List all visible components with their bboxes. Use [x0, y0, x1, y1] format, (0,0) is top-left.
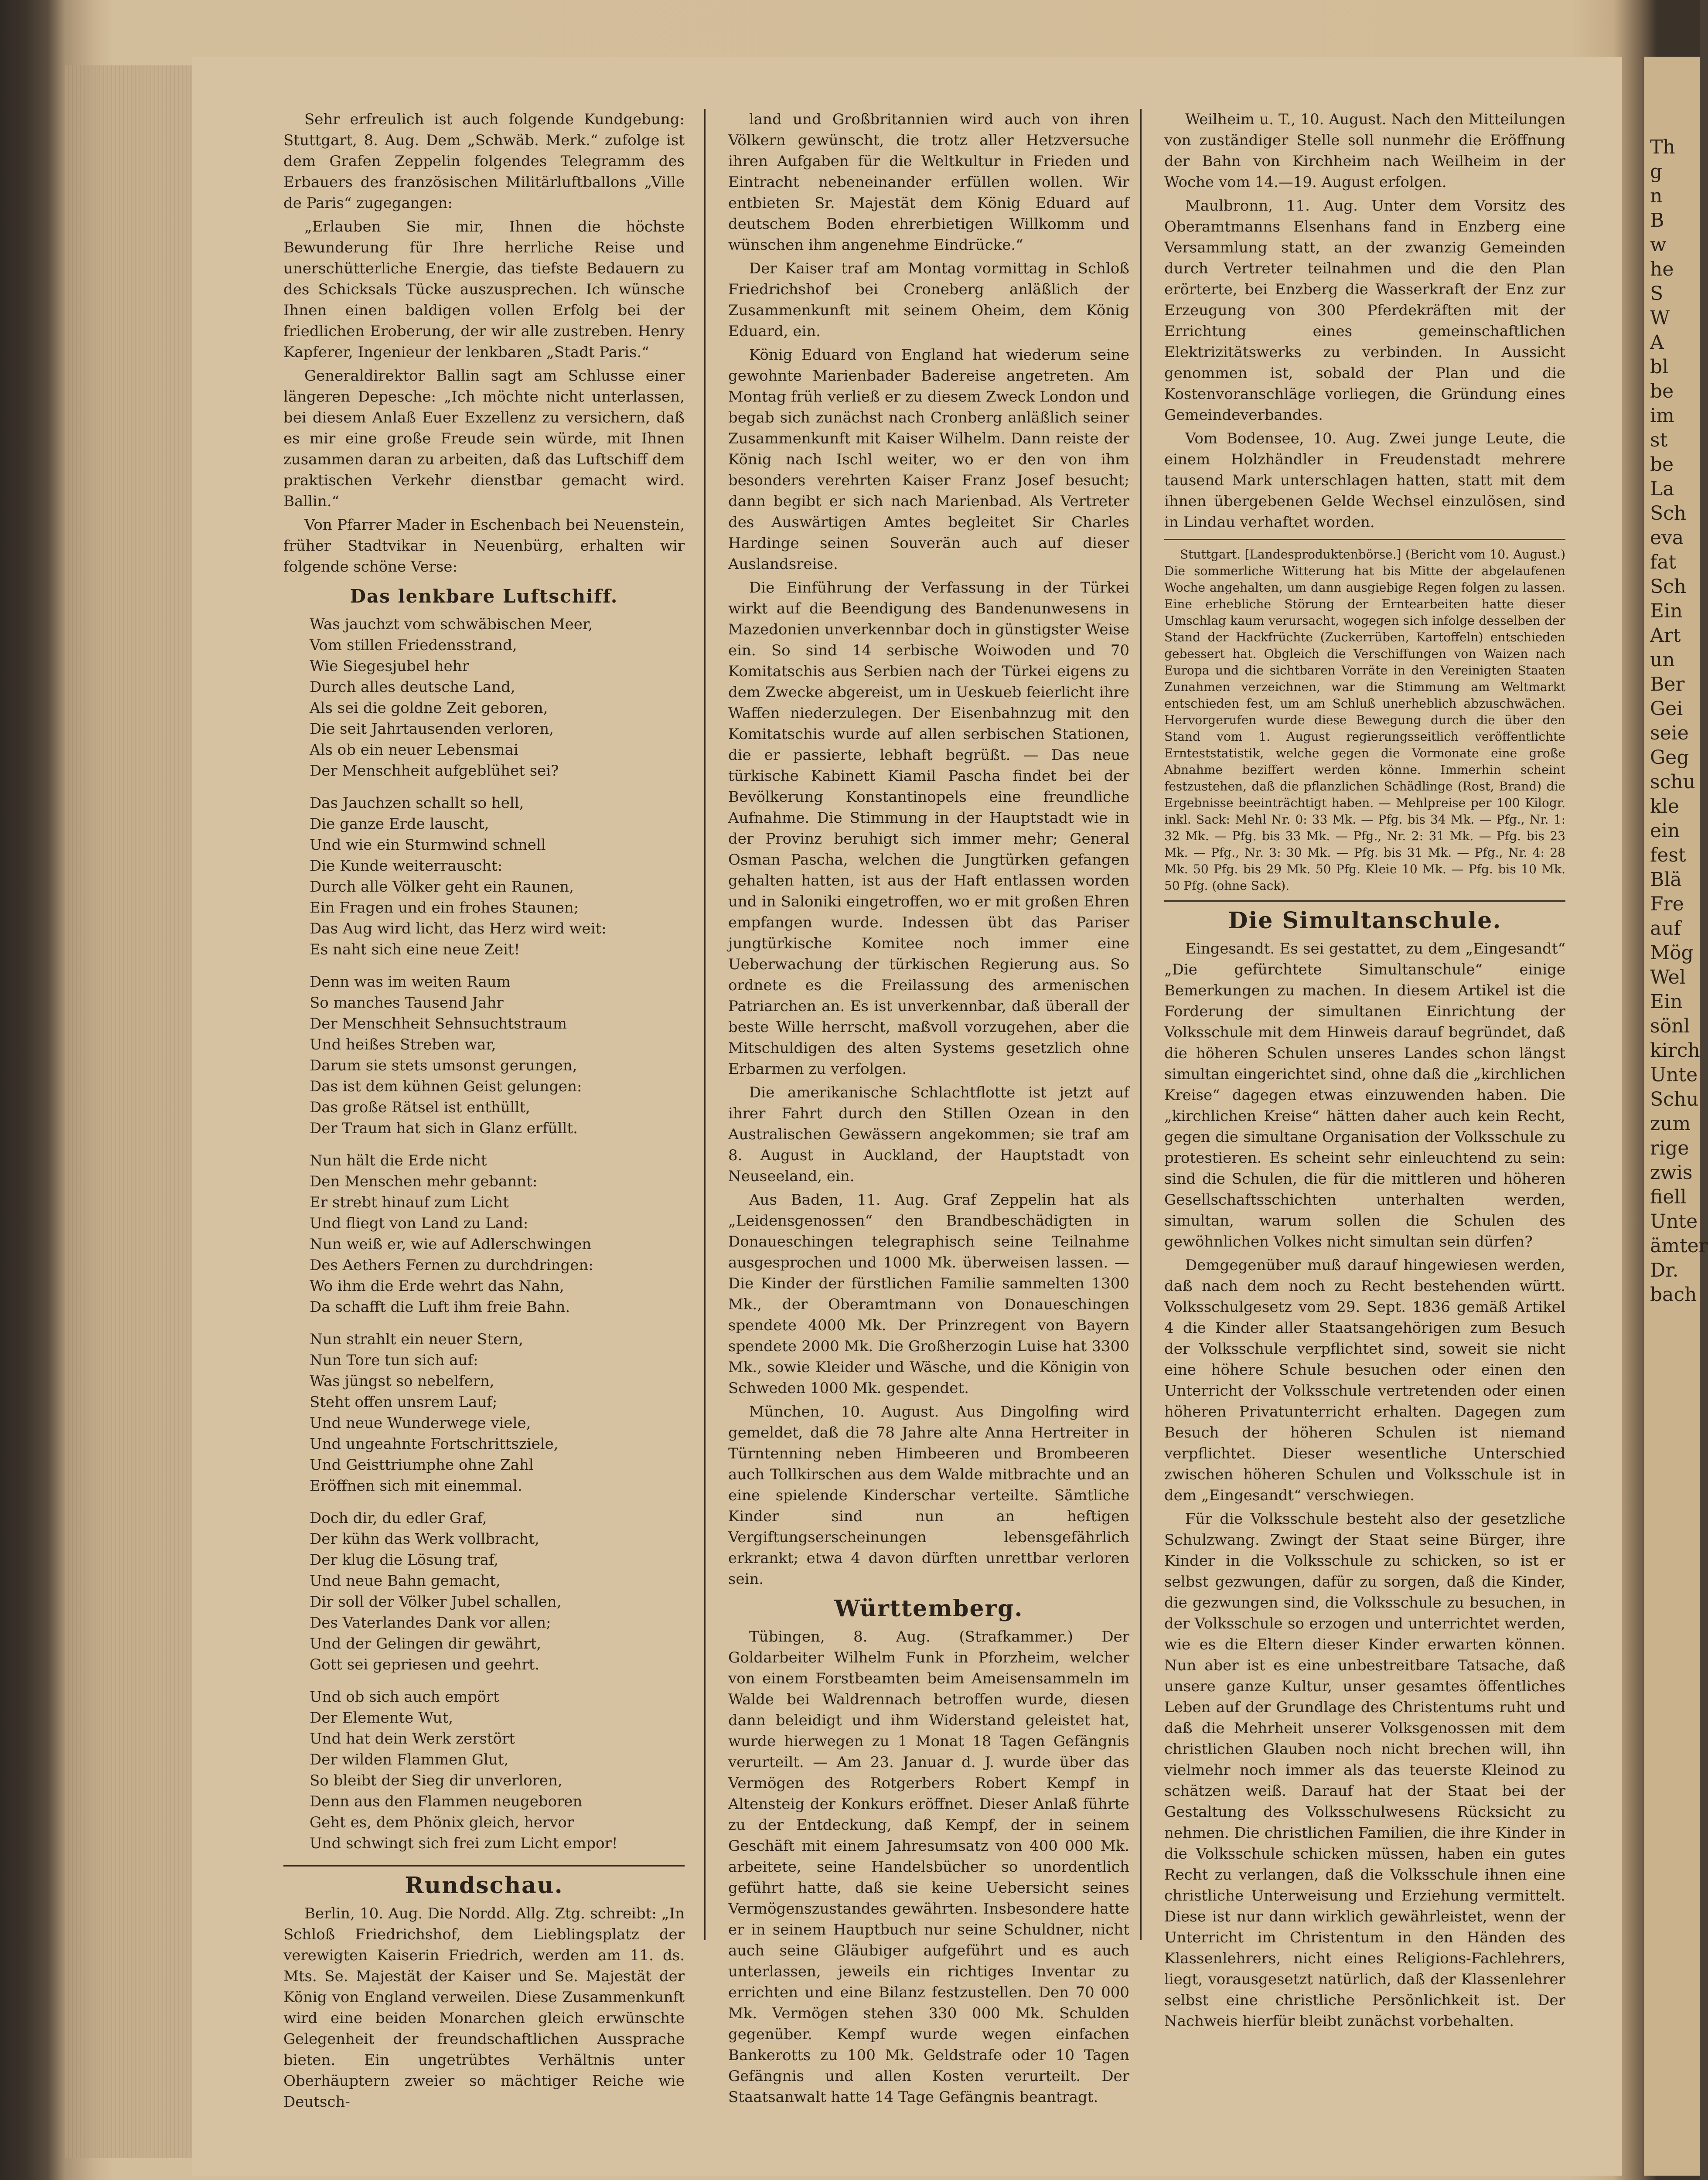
poem-line: Des Vaterlandes Dank vor allen;	[310, 1614, 551, 1632]
poem-line: Dir soll der Völker Jubel schallen,	[310, 1593, 562, 1611]
text-fragment: zum	[1650, 1113, 1691, 1135]
wuerttemberg-paragraphs	[728, 1626, 1129, 2108]
poem-line: Durch alle Völker geht ein Raunen,	[310, 878, 574, 896]
text-fragment: Ein	[1650, 600, 1683, 622]
adjacent-page-fragment	[1644, 57, 1708, 2176]
text-fragment: g	[1650, 160, 1663, 183]
poem-line: Und ungeahnte Fortschrittsziele,	[310, 1435, 559, 1453]
text-fragment: fest	[1650, 844, 1686, 866]
poem-stanza	[310, 1686, 685, 1854]
article-paragraph: Generaldirektor Ballin sagt am Schlusse einer längeren Depesche: „Ich möchte nicht unterlassen, bei diesem Anlaß Euer Exzellenz zu versichern, daß es mir eine große Freude sein würde, mit Ihnen zusammen daran zu arbeiten, daß das Luftschiff dem praktischen Verkehr dienstbar gemacht wird. Ballin.“	[283, 367, 685, 510]
text-fragment: S	[1650, 283, 1664, 305]
poem-line: Gott sei gepriesen und geehrt.	[310, 1656, 540, 1673]
poem-line: Steht offen unsrem Lauf;	[310, 1393, 498, 1411]
poem-line: Ein Fragen und ein frohes Staunen;	[310, 899, 579, 916]
article-paragraph: München, 10. August. Aus Dingolfing wird gemeldet, daß die 78 Jahre alte Anna Hertreiter in Türntenning neben Himbeeren und Brombeeren auch Tollkirschen aus dem Walde mitbrachte und an eine spielende Kinderschar verteilte. Sämtliche Kinder sind nun an heftigen Vergiftungserscheinungen lebensgefährlich erkrankt; etwa 4 davon dürften unrettbar verloren sein.	[728, 1403, 1129, 1588]
article-paragraph: land und Großbritannien wird auch von ihren Völkern gewünscht, die trotz aller Hetzversuche ihren Aufgaben für die Weltkultur in Frieden und Eintracht nebeneinander erfüllen wollen. Wir entbieten Sr. Majestät dem König Eduard auf deutschem Boden ehrerbietigen Willkomm und wünschen ihm angenehme Eindrücke.“	[728, 111, 1129, 254]
text-fragment: Fre	[1650, 893, 1684, 915]
article-paragraph: Der Kaiser traf am Montag vormittag in Schloß Friedrichshof bei Croneberg anläßlich der Zusammenkunft mit seinem Oheim, dem König Eduard, ein.	[728, 260, 1129, 340]
poem-line: Wo ihm die Erde wehrt das Nahn,	[310, 1277, 564, 1295]
poem-line: Der Menschheit aufgeblühet sei?	[310, 762, 559, 780]
poem-line: Der Elemente Wut,	[310, 1709, 453, 1727]
poem-line: Die ganze Erde lauscht,	[310, 815, 489, 833]
text-fragment: Sch	[1650, 576, 1687, 598]
poem-line: Und hat dein Werk zerstört	[310, 1730, 515, 1747]
text-fragment: Mög	[1650, 942, 1694, 964]
poem-line: Was jüngst so nebelfern,	[310, 1373, 494, 1390]
text-fragment: he	[1650, 258, 1674, 280]
poem-line: So bleibt der Sieg dir unverloren,	[310, 1772, 563, 1789]
column-3	[1164, 109, 1565, 2034]
text-fragment: Th	[1650, 136, 1675, 158]
poem-line: Nun Tore tun sich auf:	[310, 1352, 478, 1369]
text-fragment: La	[1650, 478, 1674, 500]
poem-line: Und schwingt sich frei zum Licht empor!	[310, 1835, 618, 1852]
poem-line: Da schafft die Luft ihm freie Bahn.	[310, 1298, 570, 1316]
intro-paragraphs	[283, 109, 685, 577]
text-fragment: kirch	[1650, 1039, 1700, 1062]
boerse-paragraph: Stuttgart. [Landesproduktenbörse.] (Bericht vom 10. August.) Die sommerliche Witterung hat bis Mitte der abgelaufenen Woche angehalten, um dann ausgiebige Regen folgen zu lassen. Eine erhebliche Störung der Erntearbeiten hatte dieser Umschlag kaum verursacht, wogegen sich infolge desselben der Stand der Hackfrüchte (Zuckerrüben, Kartoffeln) entschieden gebessert hat. Obgleich die Verschiffungen von Waizen nach Europa und die sichtbaren Vorräte in den Vereinigten Staaten Zunahmen verzeichnen, war die Stimmung am Weltmarkt entschieden fest, um am Schluß unerheblich abzuschwächen. Hervorgerufen wurde diese Bewegung durch die über den Stand vom 1. August regierungsseitlich veröffentlichte Ernteststatistik, welche gegen die Vormonate eine große Abnahme beziffert werden könne. Immerhin scheint festzustehen, daß die pflanzlichen Schädlinge (Rost, Brand) die Ergebnisse beeinträchtigt haben. — Mehlpreise per 100 Kilogr. inkl. Sack: Mehl Nr. 0: 33 Mk. — Pfg. bis 34 Mk. — Pfg., Nr. 1: 32 Mk. — Pfg. bis 33 Mk. — Pfg., Nr. 2: 31 Mk. — Pfg. bis 23 Mk. — Pfg., Nr. 3: 30 Mk. — Pfg. bis 31 Mk. — Pfg., Nr. 4: 28 Mk. 50 Pfg. bis 29 Mk. 50 Pfg. Kleie 10 Mk. — Pfg. bis 10 Mk. 50 Pfg. (ohne Sack).	[1164, 547, 1565, 893]
poem-line: Nun hält die Erde nicht	[310, 1152, 487, 1169]
section-divider	[283, 1865, 685, 1867]
poem-stanza	[310, 1508, 685, 1675]
simultan-paragraphs	[1164, 938, 1565, 2032]
poem-stanza	[310, 614, 685, 781]
poem-line: Und Geisttriumphe ohne Zahl	[310, 1456, 534, 1474]
poem-line: Nun weiß er, wie auf Adlerschwingen	[310, 1236, 592, 1253]
poem-line: Das ist dem kühnen Geist gelungen:	[310, 1078, 582, 1095]
text-fragment: w	[1650, 234, 1667, 256]
poem-line: Denn aus den Flammen neugeboren	[310, 1793, 583, 1810]
poem-line: Und neue Wunderwege viele,	[310, 1414, 531, 1432]
poem-line: Denn was im weiten Raum	[310, 973, 511, 991]
article-paragraph: Die amerikanische Schlachtflotte ist jetzt auf ihrer Fahrt durch den Stillen Ozean in den Australischen Gewässern angekommen; sie traf am 8. August in Auckland, der Hauptstadt von Neuseeland, ein.	[728, 1084, 1129, 1185]
text-fragment: Blä	[1650, 869, 1682, 891]
poem-line: Er strebt hinauf zum Licht	[310, 1194, 509, 1211]
text-fragment: W	[1650, 307, 1670, 329]
text-fragment: auf	[1650, 917, 1681, 940]
poem-line: Als sei die goldne Zeit geboren,	[310, 699, 548, 717]
text-fragment: ein	[1650, 820, 1680, 842]
text-fragment: Unte	[1650, 1064, 1698, 1086]
page-edges	[65, 65, 196, 2158]
text-fragment: Schu	[1650, 1088, 1699, 1110]
text-fragment: A	[1650, 331, 1664, 354]
text-fragment: sönl	[1650, 1015, 1690, 1037]
poem-line: Und fliegt von Land zu Land:	[310, 1215, 528, 1232]
column-2	[728, 109, 1129, 2110]
poem-stanza	[310, 1150, 685, 1318]
text-fragment: eva	[1650, 527, 1684, 549]
rundschau-paragraphs	[283, 1903, 685, 2112]
article-paragraph: Weilheim u. T., 10. August. Nach den Mitteilungen von zuständiger Stelle soll nunmehr die Eröffnung der Bahn von Kirchheim nach Weilheim in der Woche vom 14.—19. August erfolgen.	[1164, 111, 1565, 191]
poem-line: Die seit Jahrtausenden verloren,	[310, 720, 554, 738]
simultan-title: Die Simultanschule.	[1228, 907, 1502, 934]
poem-stanza	[310, 1329, 685, 1496]
text-fragment: im	[1650, 405, 1674, 427]
poem-line: Eröffnen sich mit einemmal.	[310, 1477, 522, 1495]
text-fragment: Wel	[1650, 966, 1686, 988]
newspaper-page	[192, 57, 1622, 2176]
rundschau-title: Rundschau.	[405, 1872, 563, 1899]
text-fragment: schu	[1650, 771, 1695, 793]
poem-line: Wie Siegesjubel hehr	[310, 657, 469, 675]
text-fragment: seie	[1650, 722, 1689, 744]
poem-line: Der wilden Flammen Glut,	[310, 1751, 509, 1768]
poem-line: So manches Tausend Jahr	[310, 994, 504, 1012]
text-fragment: kle	[1650, 795, 1679, 818]
article-paragraph: König Eduard von England hat wiederum seine gewohnte Marienbader Badereise angetreten. Am Montag früh verließ er zu diesem Zweck London und begab sich zunächst nach Cronberg anläßlich seiner Zusammenkunft mit Kaiser Wilhelm. Dann reiste der König nach Ischl weiter, wo er den von ihm besonders verehrten Kaiser Franz Josef besucht; dann begibt er sich nach Marienbad. Als Vertreter des Auswärtigen Amtes begleitet Sir Charles Hardinge seinen Souverän auch auf dieser Auslandsreise.	[728, 346, 1129, 573]
poem-line: Was jauchzt vom schwäbischen Meer,	[310, 616, 593, 633]
column-rule	[704, 109, 706, 1940]
poem-line: Der klug die Lösung traf,	[310, 1551, 499, 1569]
text-fragment: ämter	[1650, 1235, 1708, 1257]
column-rule	[1140, 109, 1142, 1940]
poem	[310, 614, 685, 1854]
text-fragment: rige	[1650, 1137, 1689, 1159]
poem-line: Das Jauchzen schallt so hell,	[310, 794, 524, 812]
poem-line: Nun strahlt ein neuer Stern,	[310, 1331, 524, 1348]
article-paragraph: Aus Baden, 11. Aug. Graf Zeppelin hat als „Leidensgenossen“ den Brandbeschädigten in Donaueschingen telegraphisch seine Teilnahme ausgesprochen und 1000 Mk. überweisen lassen. — Die Kinder der fürstlichen Familie sammelten 1300 Mk., der Oberamtmann von Donaueschingen spendete 4000 Mk. Der Prinzregent von Bayern spendete 2000 Mk. Die Großherzogin Luise hat 3300 Mk., sowie Kleider und Wäsche, und die Königin von Schweden 1000 Mk. gespendet.	[728, 1191, 1129, 1397]
text-fragment: Geg	[1650, 746, 1689, 769]
article-paragraph: Berlin, 10. Aug. Die Nordd. Allg. Ztg. schreibt: „In Schloß Friedrichshof, dem Lieblingsplatz der verewigten Kaiserin Friedrich, werden am 11. ds. Mts. Se. Majestät der Kaiser und Se. Majestät der König von England verweilen. Diese Zusammenkunft wird eine beiden Monarchen gleich erwünschte Gelegenheit der freundschaftlichen Aussprache bieten. Ein ungetrübtes Verhältnis unter Oberhäuptern zweier so mächtiger Reiche wie Deutsch-	[283, 1905, 685, 2111]
article-paragraph: Vom Bodensee, 10. Aug. Zwei junge Leute, die einem Holzhändler in Freudenstadt mehrere tausend Mark unterschlagen hatten, statt mit dem ihnen übergebenen Gelde Wechsel einzulösen, sind in Lindau verhaftet worden.	[1164, 430, 1565, 531]
text-fragment: Art	[1650, 624, 1681, 647]
article-paragraph: Maulbronn, 11. Aug. Unter dem Vorsitz des Oberamtmanns Elsenhans fand in Enzberg eine Versammlung statt, an der zwanzig Gemeinden durch Vertreter teilnahmen und die den Plan erörterte, bei Enzberg die Wasserkraft der Enz zur Erzeugung von 300 Pferdekräften mit der Errichtung eines gemeinschaftlichen Elektrizitätswerks zu verbinden. In Aussicht genommen ist, sobald der Plan und die Kostenvoranschläge vorliegen, die Gründung eines Gemeindeverbandes.	[1164, 197, 1565, 424]
poem-line: Durch alles deutsche Land,	[310, 678, 515, 696]
adjacent-page-text	[1644, 57, 1708, 1307]
poem-line: Vom stillen Friedensstrand,	[310, 637, 517, 654]
poem-line: Des Aethers Fernen zu durchdringen:	[310, 1257, 593, 1274]
column-1	[283, 109, 685, 2115]
poem-line: Und heißes Streben war,	[310, 1036, 496, 1053]
article-paragraph: Die Einführung der Verfassung in der Türkei wirkt auf die Beendigung des Bandenunwesens in Mazedonien unverkennbar doch in günstigster Weise ein. So sind 14 serbische Woiwoden und 70 Komitatschis aus Serbien nach der Türkei eigens zu dem Zwecke abgereist, um in Ueskueb feierlicht ihre Waffen niederzulegen. Der Eisenbahnzug mit den Komitatschis wurde auf allen serbischen Stationen, die er passierte, lebhaft begrüßt. — Das neue türkische Kabinett Kiamil Pascha findet bei der Bevölkerung Konstantinopels eine freundliche Aufnahme. Die Stimmung in der Hauptstadt wie in der Provinz beruhigt sich immer mehr; General Osman Pascha, welchen die Jungtürken gefangen gehalten hatten, ist aus der Haft entlassen worden und in Saloniki eingetroffen, wo er mit großen Ehren empfangen wurde. Indessen übt das Pariser jungtürkische Komitee noch immer eine Ueberwachung der türkischen Regierung aus. So ordnete es die Freilassung des armenischen Patriarchen an. Es ist unverkennbar, daß überall der beste Wille herrscht, maßvoll vorzugehen, aber die Mitschuldigen des alten Systems gesetzlich ohne Erbarmen zu verfolgen.	[728, 579, 1129, 1078]
text-fragment: Gei	[1650, 698, 1683, 720]
poem-line: Darum sie stets umsonst gerungen,	[310, 1057, 577, 1074]
text-fragment: Sch	[1650, 502, 1687, 525]
poem-line: Der Traum hat sich in Glanz erfüllt.	[310, 1120, 578, 1137]
text-fragment: B	[1650, 209, 1664, 232]
poem-line: Als ob ein neuer Lebensmai	[310, 741, 518, 759]
poem-line: Den Menschen mehr gebannt:	[310, 1173, 538, 1190]
text-fragment: Ber	[1650, 673, 1685, 695]
poem-line: Der kühn das Werk vollbracht,	[310, 1530, 539, 1548]
poem-title: Das lenkbare Luftschiff.	[350, 586, 618, 607]
poem-stanza	[310, 971, 685, 1139]
article-paragraph: Eingesandt. Es sei gestattet, zu dem „Eingesandt“ „Die gefürchtete Simultanschule“ einige Bemerkungen zu machen. In diesem Artikel ist die Forderung der simultanen Einrichtung der Volksschule mit dem Hinweis darauf begründet, daß die höheren Schulen unseres Landes schon längst simultan eingerichtet sind, ohne daß die „kirchlichen Kreise“ dagegen etwas einzuwenden haben. Die „kirchlichen Kreise“ hätten daher auch kein Recht, gegen die simultane Organisation der Volksschule zu protestieren. Es scheint sehr einleuchtend zu sein: sind die Schulen, die für die mittleren und höheren Gesellschaftsschichten unterhalten werden, simultan, warum sollen die Schulen des gewöhnlichen Volkes nicht simultan sein dürfen?	[1164, 940, 1565, 1250]
poem-line: Die Kunde weiterrauscht:	[310, 857, 503, 875]
poem-line: Der Menschheit Sehnsuchtstraum	[310, 1015, 567, 1032]
article-paragraph: Für die Volksschule besteht also der gesetzliche Schulzwang. Zwingt der Staat seine Bürger, ihre Kinder in die Volksschule zu schicken, so ist er selbst gezwungen, dafür zu sorgen, daß die Kinder, die gezwungen sind, die Volksschule zu besuchen, in der Volksschule so erzogen und unterrichtet werden, wie es die Eltern dieser Kinder erwarten können. Nun aber ist es eine unbestreitbare Tatsache, daß unsere ganze Kultur, unser gesamtes öffentliches Leben auf der Grundlage des Christentums ruht und daß die Mehrheit unserer Volksgenossen mit dem christlichen Glauben noch nicht brechen will, ihn vielmehr noch immer als das teuerste Kleinod zu schätzen weiß. Darauf hat der Staat bei der Gestaltung des Volksschulwesens Rücksicht zu nehmen. Die christlichen Familien, die ihre Kinder in die Volksschule schicken müssen, haben ein gutes Recht zu verlangen, daß die Volksschule ihnen eine christliche Unterweisung und Erziehung vermittelt. Diese ist nur dann wirklich gewährleistet, wenn der Unterricht im Christentum in den Händen des Klassenlehrers, nicht eines Religions-Fachlehrers, liegt, vorausgesetzt natürlich, daß der Klassenlehrer selbst eine christliche Persönlichkeit ist. Der Nachweis hierfür bleibt zunächst vorbehalten.	[1164, 1510, 1565, 2030]
section-divider	[1164, 539, 1565, 540]
column-2-paragraphs	[728, 109, 1129, 1590]
column-3-paragraphs	[1164, 109, 1565, 533]
article-paragraph: Sehr erfreulich ist auch folgende Kundgebung: Stuttgart, 8. Aug. Dem „Schwäb. Merk.“ zufolge ist dem Grafen Zeppelin folgendes Telegramm des Erbauers des französischen Militärluftballons „Ville de Paris“ zugegangen:	[283, 111, 685, 212]
poem-line: Es naht sich eine neue Zeit!	[310, 941, 520, 958]
article-paragraph: Demgegenüber muß darauf hingewiesen werden, daß nach dem noch zu Recht bestehenden württ. Volksschulgesetz vom 29. Sept. 1836 gemäß Artikel 4 die Kinder aller Staatsangehörigen zum Besuch der Volksschule verpflichtet sind, soweit sie nicht eine höhere Schule besuchen oder einen den Unterricht der Volksschule vertretenden oder einen höheren Privatunterricht erhalten. Dagegen zum Besuch der höheren Schulen ist niemand verpflichtet. Dieser wesentliche Unterschied zwischen höheren Schulen und Volksschule ist in dem „Eingesandt“ verschwiegen.	[1164, 1257, 1565, 1504]
boerse-report	[1164, 546, 1565, 894]
section-divider	[1164, 900, 1565, 902]
wuerttemberg-title: Württemberg.	[834, 1595, 1023, 1622]
poem-line: Und neue Bahn gemacht,	[310, 1572, 501, 1590]
text-fragment: n	[1650, 185, 1663, 207]
text-fragment: fiell	[1650, 1186, 1687, 1208]
text-fragment: fat	[1650, 551, 1677, 573]
poem-line: Doch dir, du edler Graf,	[310, 1509, 487, 1527]
article-paragraph: „Erlauben Sie mir, Ihnen die höchste Bewunderung für Ihre herrliche Reise und unerschütterliche Energie, das tiefste Bedauern zu des Schicksals Tücke auszusprechen. Ich wünsche Ihnen einen baldigen vollen Erfolg bei der friedlichen Eroberung, der wir alle zustreben. Henry Kapferer, Ingenieur der lenkbaren „Stadt Paris.“	[283, 218, 685, 361]
text-fragment: zwis	[1650, 1162, 1693, 1184]
poem-line: Das Aug wird licht, das Herz wird weit:	[310, 920, 607, 937]
article-paragraph: Tübingen, 8. Aug. (Strafkammer.) Der Goldarbeiter Wilhelm Funk in Pforzheim, welcher von einem Forstbeamten beim Ameisensammeln im Walde bei Waldrennach betroffen wurde, diesen dann beleidigt und ihm Widerstand geleistet hat, wurde hierwegen zu 1 Monat 18 Tagen Gefängnis verurteilt. — Am 23. Januar d. J. wurde über das Vermögen des Rotgerbers Robert Kempf in Altensteig der Konkurs eröffnet. Dieser Anlaß führte zu der Entdeckung, daß Kempf, der in seinem Geschäft mit einem Jahresumsatz von 400 000 Mk. arbeitete, seine Handelsbücher so unordentlich geführt hatte, daß sie keine Uebersicht seines Vermögenszustandes gewährten. Insbesondere hatte er in seinem Hauptbuch nur seine Schuldner, nicht auch seine Gläubiger aufgeführt und es auch unterlassen, jeweils ein richtiges Inventar zu errichten und eine Bilanz festzustellen. Den 70 000 Mk. Vermögen stehen 330 000 Mk. Schulden gegenüber. Kempf wurde wegen einfachen Bankerotts zu 100 Mk. Geldstrafe oder 10 Tagen Gefängnis und allen Kosten verurteilt. Der Staatsanwalt hatte 14 Tage Gefängnis beantragt.	[728, 1628, 1129, 2106]
poem-line: Und ob sich auch empört	[310, 1688, 499, 1706]
text-fragment: Ein	[1650, 991, 1683, 1013]
text-fragment: be	[1650, 380, 1674, 402]
poem-line: Geht es, dem Phönix gleich, hervor	[310, 1814, 574, 1831]
text-fragment: bl	[1650, 356, 1669, 378]
text-fragment: st	[1650, 429, 1668, 451]
text-fragment: un	[1650, 649, 1675, 671]
poem-line: Und der Gelingen dir gewährt,	[310, 1635, 542, 1652]
text-fragment: bach	[1650, 1284, 1697, 1306]
text-fragment: Unte	[1650, 1210, 1698, 1233]
text-fragment: Dr.	[1650, 1259, 1679, 1281]
article-paragraph: Von Pfarrer Mader in Eschenbach bei Neuenstein, früher Stadtvikar in Neuenbürg, erhalten wir folgende schöne Verse:	[283, 516, 685, 576]
poem-line: Und wie ein Sturmwind schnell	[310, 836, 546, 854]
poem-stanza	[310, 793, 685, 960]
text-fragment: be	[1650, 453, 1674, 476]
poem-line: Das große Rätsel ist enthüllt,	[310, 1099, 530, 1116]
